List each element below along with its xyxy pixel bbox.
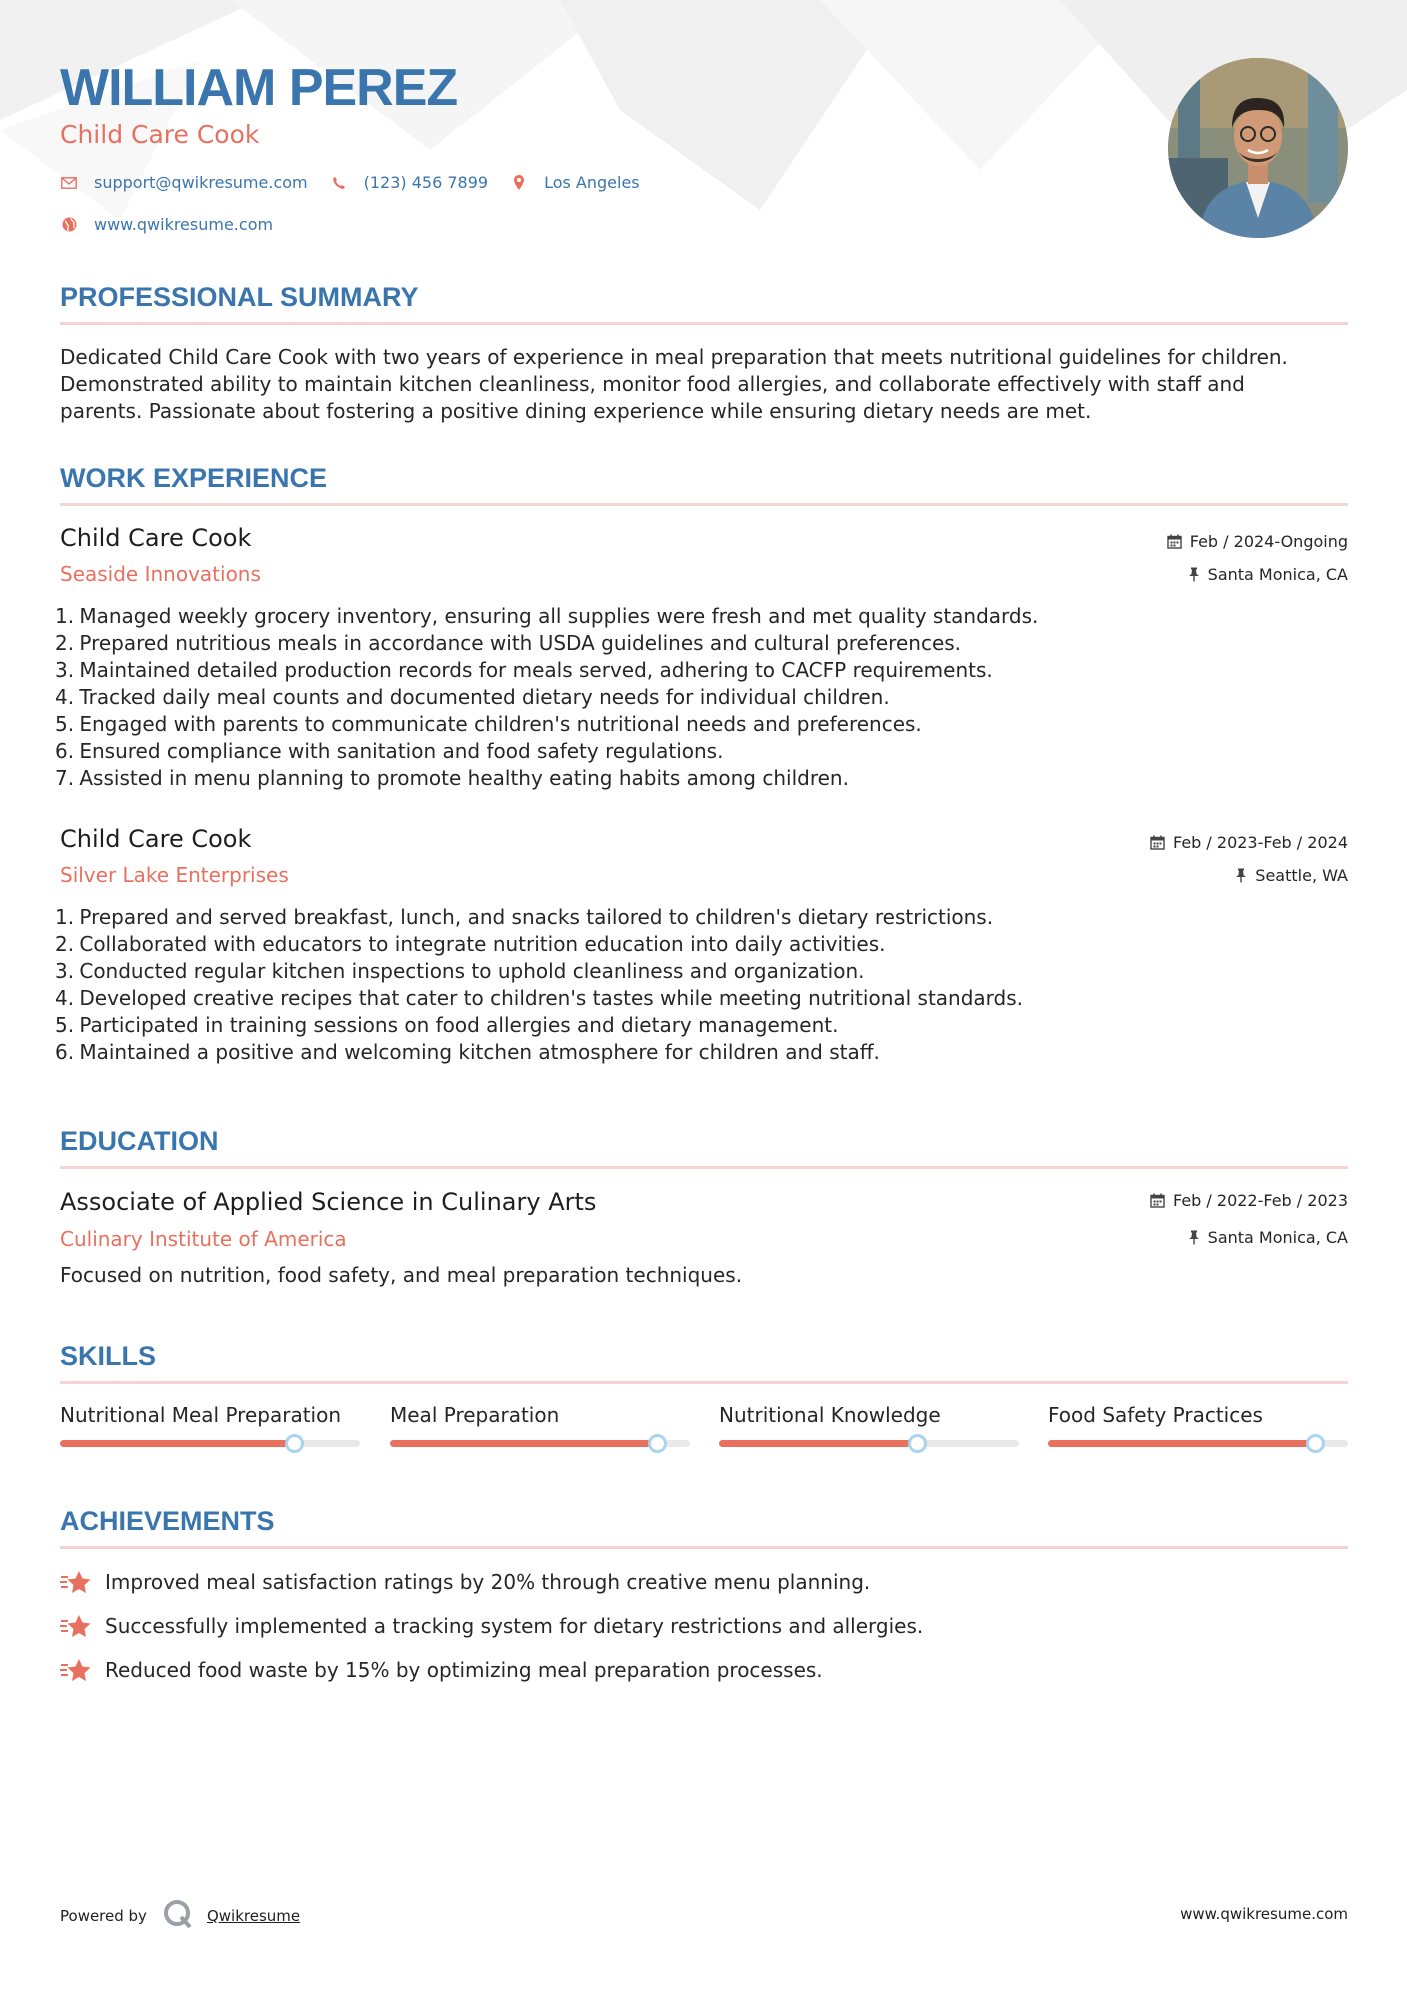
skill-level-track	[719, 1440, 1019, 1447]
skill-name: Nutritional Knowledge	[719, 1403, 941, 1427]
list-item: 3. Conducted regular kitchen inspections to uphold cleanliness and organization.	[55, 959, 865, 983]
pushpin-icon	[1235, 868, 1247, 883]
contact-email[interactable]	[60, 173, 308, 192]
location-text: Santa Monica, CA	[1207, 565, 1348, 584]
profile-photo	[1168, 58, 1348, 238]
website-text: www.qwikresume.com	[94, 215, 274, 234]
location-text: Los Angeles	[544, 173, 640, 192]
star-badge-icon	[60, 1613, 92, 1639]
skill-name: Nutritional Meal Preparation	[60, 1403, 342, 1427]
education-divider	[60, 1166, 1348, 1169]
email-text: support@qwikresume.com	[94, 173, 308, 192]
company-name: Silver Lake Enterprises	[60, 863, 289, 887]
achievements-divider	[60, 1546, 1348, 1549]
skill-name: Food Safety Practices	[1048, 1403, 1263, 1427]
job-responsibilities	[55, 603, 1350, 792]
star-badge-icon	[60, 1657, 92, 1683]
education-heading: EDUCATION	[60, 1126, 219, 1156]
achievements-heading: ACHIEVEMENTS	[60, 1506, 275, 1536]
skill-level-track	[390, 1440, 690, 1447]
job-dates	[1167, 532, 1348, 551]
map-pin-icon	[510, 174, 528, 192]
achievement-item	[60, 1613, 923, 1639]
skill-level-knob	[285, 1434, 304, 1453]
skill-level-fill	[60, 1440, 294, 1447]
achievement-item	[60, 1657, 823, 1683]
dates-text: Feb / 2024-Ongoing	[1189, 532, 1348, 551]
degree-title: Associate of Applied Science in Culinary Arts	[60, 1188, 597, 1216]
pushpin-icon	[1188, 567, 1200, 582]
phone-text: (123) 456 7899	[363, 173, 489, 192]
powered-by-label: Powered by	[60, 1907, 147, 1925]
skill-level-fill	[719, 1440, 917, 1447]
skill-level-track	[60, 1440, 360, 1447]
calendar-icon	[1150, 1193, 1165, 1208]
calendar-icon	[1167, 534, 1182, 549]
list-item: 5. Engaged with parents to communicate children's nutritional needs and preferences.	[55, 712, 922, 736]
location-text: Santa Monica, CA	[1207, 1228, 1348, 1247]
job-location	[1235, 866, 1348, 885]
skill-level-knob	[648, 1434, 667, 1453]
job-location	[1188, 565, 1348, 584]
experience-heading: WORK EXPERIENCE	[60, 463, 328, 493]
achievement-text: Successfully implemented a tracking system for dietary restrictions and allergies.	[105, 1614, 924, 1638]
skill-name: Meal Preparation	[390, 1403, 560, 1427]
list-item: 1. Prepared and served breakfast, lunch, and snacks tailored to children's dietary restrictions.	[55, 905, 994, 929]
list-item: 5. Participated in training sessions on food allergies and dietary management.	[55, 1013, 839, 1037]
company-name: Seaside Innovations	[60, 562, 261, 586]
skill-level-fill	[390, 1440, 657, 1447]
footer-url[interactable]: www.qwikresume.com	[1180, 1905, 1348, 1923]
education-location	[1188, 1228, 1348, 1247]
summary-heading: PROFESSIONAL SUMMARY	[60, 282, 419, 312]
summary-text	[60, 344, 1350, 425]
school-name: Culinary Institute of America	[60, 1227, 347, 1251]
education-dates	[1150, 1191, 1348, 1210]
star-badge-icon	[60, 1569, 92, 1595]
list-item: 3. Maintained detailed production records for meals served, adhering to CACFP requirements.	[55, 658, 993, 682]
list-item: 6. Ensured compliance with sanitation and food safety regulations.	[55, 739, 724, 763]
skills-heading: SKILLS	[60, 1341, 157, 1371]
dates-text: Feb / 2023-Feb / 2024	[1173, 833, 1348, 852]
list-item: 4. Developed creative recipes that cater to children's tastes while meeting nutritional standards.	[55, 986, 1024, 1010]
list-item: 2. Prepared nutritious meals in accordance with USDA guidelines and cultural preferences.	[55, 631, 962, 655]
location-text: Seattle, WA	[1255, 866, 1348, 885]
skills-divider	[60, 1381, 1348, 1384]
skill-item	[390, 1403, 690, 1427]
skill-level-knob	[1306, 1434, 1325, 1453]
list-item: 1. Managed weekly grocery inventory, ensuring all supplies were fresh and met quality standards.	[55, 604, 1039, 628]
achievement-text: Reduced food waste by 15% by optimizing meal preparation processes.	[105, 1658, 823, 1682]
qwikresume-logo-icon	[163, 1899, 193, 1933]
achievement-item	[60, 1569, 870, 1595]
contact-row-primary	[60, 173, 662, 192]
summary-divider	[60, 322, 1348, 325]
contact-row-secondary	[60, 215, 295, 234]
skill-item	[719, 1403, 1019, 1427]
summary-line: parents. Passionate about fostering a positive dining experience while ensuring dietary needs are met.	[60, 399, 1092, 423]
experience-divider	[60, 503, 1348, 506]
list-item: 6. Maintained a positive and welcoming kitchen atmosphere for children and staff.	[55, 1040, 880, 1064]
contact-phone[interactable]	[330, 173, 488, 192]
pushpin-icon	[1188, 1230, 1200, 1245]
phone-icon	[330, 174, 348, 192]
calendar-icon	[1150, 835, 1165, 850]
skill-level-track	[1048, 1440, 1348, 1447]
summary-line: Dedicated Child Care Cook with two years of experience in meal preparation that meets nutritional guidelines for children.	[60, 345, 1288, 369]
footer-branding	[60, 1899, 300, 1933]
list-item: 2. Collaborated with educators to integrate nutrition education into daily activities.	[55, 932, 886, 956]
skill-item	[1048, 1403, 1348, 1427]
job-responsibilities	[55, 904, 1350, 1066]
job-dates	[1150, 833, 1348, 852]
skill-item	[60, 1403, 360, 1427]
dates-text: Feb / 2022-Feb / 2023	[1173, 1191, 1348, 1210]
contact-website[interactable]	[60, 215, 273, 234]
job-title: Child Care Cook	[60, 825, 252, 853]
skill-level-fill	[1048, 1440, 1315, 1447]
achievement-text: Improved meal satisfaction ratings by 20% through creative menu planning.	[105, 1570, 871, 1594]
globe-icon	[60, 216, 78, 234]
candidate-title: Child Care Cook	[60, 120, 260, 149]
list-item: 7. Assisted in menu planning to promote healthy eating habits among children.	[55, 766, 849, 790]
skill-level-knob	[908, 1434, 927, 1453]
envelope-icon	[60, 174, 78, 192]
list-item: 4. Tracked daily meal counts and documented dietary needs for individual children.	[55, 685, 890, 709]
contact-location	[510, 173, 640, 192]
summary-line: Demonstrated ability to maintain kitchen cleanliness, monitor food allergies, and collaborate effectively with staff and	[60, 372, 1245, 396]
job-title: Child Care Cook	[60, 524, 252, 552]
qwikresume-link[interactable]: Qwikresume	[206, 1907, 301, 1925]
candidate-name: WILLIAM PEREZ	[60, 59, 458, 117]
education-description: Focused on nutrition, food safety, and meal preparation techniques.	[60, 1263, 743, 1287]
